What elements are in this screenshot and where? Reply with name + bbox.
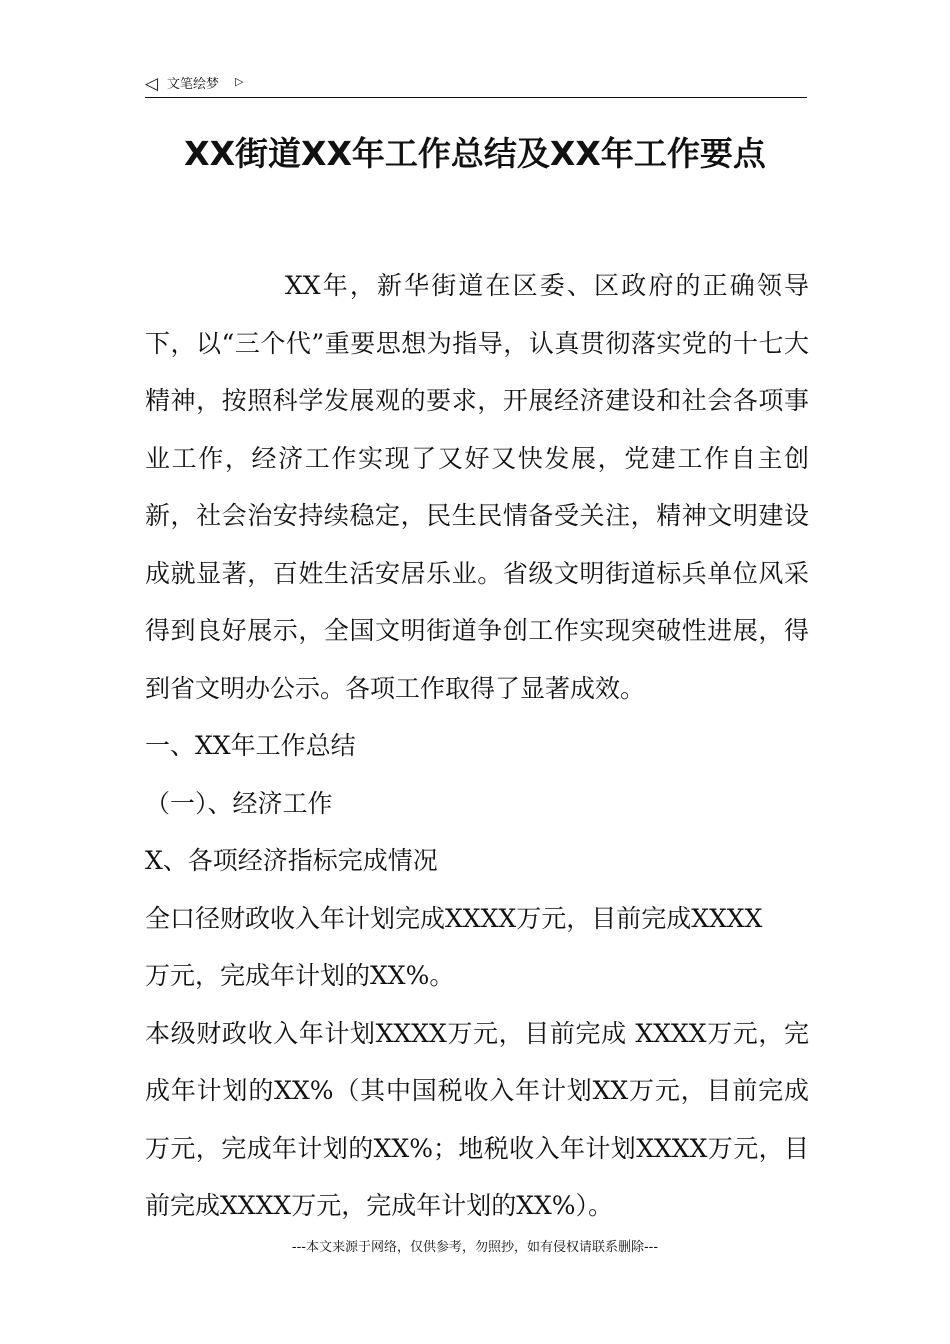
subsection-heading-1: （一）、经济工作 xyxy=(145,788,333,818)
body-paragraph: 本级财政收入年计划XXXX万元，目前完成 XXXX万元，完成年计划的XX%（其中国税收入年计划XX万元，目前完成万元，完成年计划的XX%；地税收入年计划XXXX万元，目前完成XXXX万元，完成年计划的XX%）。 xyxy=(145,1018,809,1220)
section-heading-1: 一、XX年工作总结 xyxy=(145,731,356,760)
page-header xyxy=(145,74,807,96)
intro-paragraph: XX年，新华街道在区委、区政府的正确领导下，以“三个代”重要思想为指导，认真贯彻落实党的十七大精神，按照科学发展观的要求，开展经济建设和社会各项事业工作，经济工作实现了又好又快发展，党建工作自主创新，社会治安持续稳定，民生民情备受关注，精神文明建设成就显著，百姓生活安居乐业。省级文明街道标兵单位风采得到良好展示，全国文明街道争创工作实现突破性进展，得到省文明办公示。各项工作取得了显著成效。 xyxy=(145,271,809,703)
document-title: XX街道XX年工作总结及XX年工作要点 xyxy=(184,134,766,173)
triangle-right-icon: ▷ xyxy=(235,75,244,88)
triangle-left-icon: ◁ xyxy=(145,74,159,94)
page-footer: ---本文来源于网络，仅供参考，勿照抄，如有侵权请联系删除--- xyxy=(291,1240,659,1255)
header-divider xyxy=(145,97,807,98)
item-heading-1: X、各项经济指标完成情况 xyxy=(145,846,438,875)
header-brand: 文笔绘梦 xyxy=(167,77,220,92)
document-body xyxy=(145,257,809,1235)
body-line: 全口径财政收入年计划完成XXXX万元，目前完成XXXX xyxy=(145,903,763,933)
body-line: 万元，完成年计划的XX%。 xyxy=(145,961,455,990)
